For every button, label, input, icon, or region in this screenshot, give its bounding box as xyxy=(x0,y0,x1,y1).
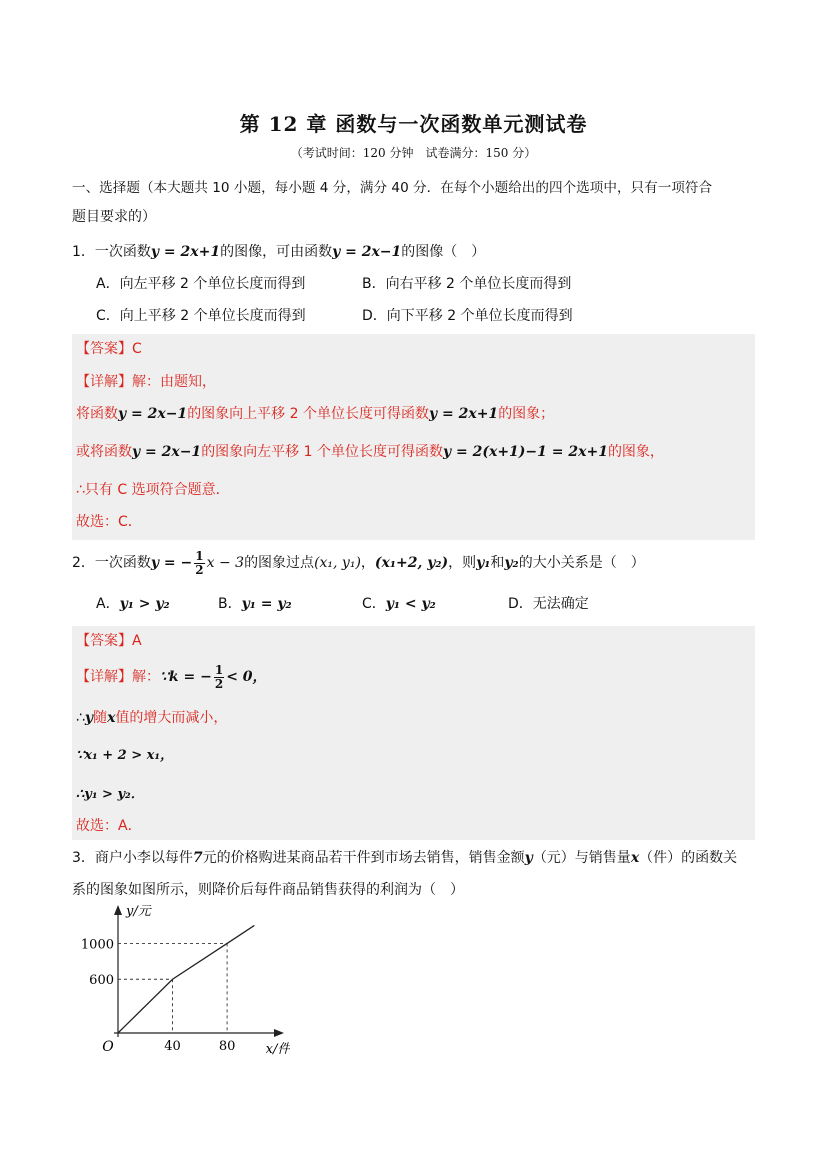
q1-detail-label: 【详解】 xyxy=(76,374,132,390)
origin-label: O xyxy=(102,1039,114,1055)
q1-option-d: D．向下平移 2 个单位长度而得到 xyxy=(362,308,573,324)
q1-detail-line4: 故选：C． xyxy=(76,514,142,530)
q2-answer-value: A xyxy=(132,633,142,649)
q2-frac-den: 2 xyxy=(195,562,204,577)
q1-line2-prefix: 或将函数 xyxy=(76,444,132,460)
q1-line2-suffix: 的图象， xyxy=(607,444,664,460)
q1-option-b: B．向右平移 2 个单位长度而得到 xyxy=(362,276,572,292)
page-title: 第 12 章 函数与一次函数单元测试卷 xyxy=(239,112,588,136)
q2-option-b xyxy=(218,594,292,614)
q1-option-a: A．向左平移 2 个单位长度而得到 xyxy=(96,276,306,292)
q2-stem-prefix: 2．一次函数 xyxy=(72,555,151,571)
chart-root xyxy=(81,905,290,1057)
q1-line1-mid: 的图象向上平移 2 个单位长度可得函数 xyxy=(187,406,429,422)
q2-fraction xyxy=(194,550,204,577)
q1-detail-intro: 解：由题知， xyxy=(132,374,216,390)
q3-x-var: x xyxy=(630,850,640,866)
q1-expr1: y = 2x+1 xyxy=(150,244,221,260)
q2-y2: y₂ xyxy=(504,555,519,571)
section-heading-line2: 题目要求的） xyxy=(72,209,156,225)
q2-point1: (x₁, y₁) xyxy=(314,555,361,571)
q2-and: 和 xyxy=(490,555,505,571)
q1-detail xyxy=(76,372,216,392)
q2-answer-box xyxy=(72,626,755,840)
x-axis-arrow xyxy=(274,1029,284,1037)
q1-stem-prefix: 1．一次函数 xyxy=(72,244,151,260)
q2-expr-y: y = − xyxy=(150,555,193,571)
q2-option-a-expr: y₁ > y₂ xyxy=(119,596,170,612)
q3-price: 7 xyxy=(192,850,203,866)
q2-detail-line2 xyxy=(76,708,227,728)
q2-stem-suffix: 的大小关系是（ ） xyxy=(518,555,645,571)
page-subtitle: （考试时间：120 分钟 试卷满分：150 分） xyxy=(290,146,537,160)
q1-detail-line3: ∴只有 C 选项符合题意． xyxy=(76,482,230,498)
q2-option-c xyxy=(362,594,436,614)
q3-line1-mid2: （元）与销售量 xyxy=(532,850,631,866)
q2-k-den: 2 xyxy=(214,676,224,691)
q1-detail-line1 xyxy=(76,404,554,424)
q1-line1-expr2: y = 2x+1 xyxy=(429,406,499,422)
q2-option-a-label: A． xyxy=(96,596,120,612)
q2-option-c-expr: y₁ < y₂ xyxy=(385,596,436,612)
q1-expr2: y = 2x−1 xyxy=(332,244,402,260)
q2-detail-label: 【详解】 xyxy=(76,669,132,685)
q1-stem-mid: 的图像，可由函数 xyxy=(220,244,333,260)
q1-line1-suffix: 的图象； xyxy=(498,406,555,422)
q2-option-d: D．无法确定 xyxy=(508,596,589,612)
q1-line1-prefix: 将函数 xyxy=(76,406,118,422)
q3-line1-suffix: （件）的函数关 xyxy=(639,850,738,866)
q1-answer-value: C xyxy=(132,341,142,357)
q2-stem xyxy=(72,548,645,578)
q3-line1 xyxy=(72,848,737,868)
q2-option-b-expr: y₁ = y₂ xyxy=(241,596,292,612)
q2-k-tail: < 0， xyxy=(226,669,267,685)
q1-line2-expr1: y = 2x−1 xyxy=(132,444,202,460)
x-axis-label: x/件 xyxy=(265,1042,290,1057)
q2-line2-x: x xyxy=(107,710,116,726)
q1-answer-label: 【答案】 xyxy=(76,341,132,357)
q1-stem-suffix: 的图像（ ） xyxy=(401,244,486,260)
y-tick-label-600: 600 xyxy=(89,973,114,989)
y-axis-arrow xyxy=(114,905,122,915)
x-tick-label-80: 80 xyxy=(218,1039,236,1054)
q3-chart xyxy=(70,905,290,1065)
section-heading-line1: 一、选择题（本大题共 10 小题，每小题 4 分，满分 40 分．在每个小题给出的四个选项中，只有一项符合 xyxy=(72,180,713,196)
q2-detail xyxy=(76,662,267,692)
q1-line2-mid: 的图象向左平移 1 个单位长度可得函数 xyxy=(201,444,443,460)
q1-option-c: C．向上平移 2 个单位长度而得到 xyxy=(96,308,306,324)
q2-k-expr: ∵k = − xyxy=(160,669,212,685)
q2-detail-prefix: 解： xyxy=(132,669,160,685)
q2-k-num: 1 xyxy=(214,662,224,677)
q1-line2-expr2: y = 2(x+1)−1 = 2x+1 xyxy=(443,444,608,460)
q2-sep: ， xyxy=(360,555,375,571)
q2-detail-line4: ∴y₁ > y₂． xyxy=(76,787,144,802)
q3-line1-prefix: 3．商户小李以每件 xyxy=(72,850,193,866)
q2-answer xyxy=(76,631,142,651)
q3-line1-mid: 元的价格购进某商品若干件到市场去销售，销售金额 xyxy=(202,850,525,866)
q2-line2-prefix: ∴ xyxy=(76,710,85,726)
q2-line2-y: y xyxy=(84,710,94,726)
q2-k-fraction xyxy=(214,664,224,691)
q2-expr-rest: x − 3 xyxy=(206,555,245,571)
q1-stem xyxy=(72,242,485,262)
q2-stem-mid2: ，则 xyxy=(448,555,477,571)
q2-stem-mid: 的图象过点 xyxy=(244,555,315,571)
q2-option-a xyxy=(96,594,170,614)
q2-detail-line5: 故选：A． xyxy=(76,818,142,834)
q2-answer-label: 【答案】 xyxy=(76,633,132,649)
q2-option-c-label: C． xyxy=(362,596,386,612)
q1-answer xyxy=(76,339,142,359)
q2-line2-mid: 随 xyxy=(93,710,108,726)
q3-y-var: y xyxy=(524,850,533,866)
q2-point2: (x₁+2, y₂) xyxy=(374,555,449,571)
x-tick-label-40: 40 xyxy=(164,1039,181,1054)
q2-line2-suffix: 值的增大而减小， xyxy=(115,710,228,726)
q2-detail-line3: ∵x₁ + 2 > x₁， xyxy=(76,748,174,763)
q2-y1: y₁ xyxy=(476,555,491,571)
q1-detail-line2 xyxy=(76,442,664,462)
q1-answer-box xyxy=(72,334,755,540)
y-axis-label: y/元 xyxy=(126,905,151,919)
q3-line2: 系的图象如图所示，则降价后每件商品销售获得的利润为（ ） xyxy=(72,882,464,898)
q1-line1-expr1: y = 2x−1 xyxy=(118,406,188,422)
q2-option-b-label: B． xyxy=(218,596,242,612)
q2-frac-num: 1 xyxy=(195,548,204,563)
y-tick-label-1000: 1000 xyxy=(80,937,114,953)
